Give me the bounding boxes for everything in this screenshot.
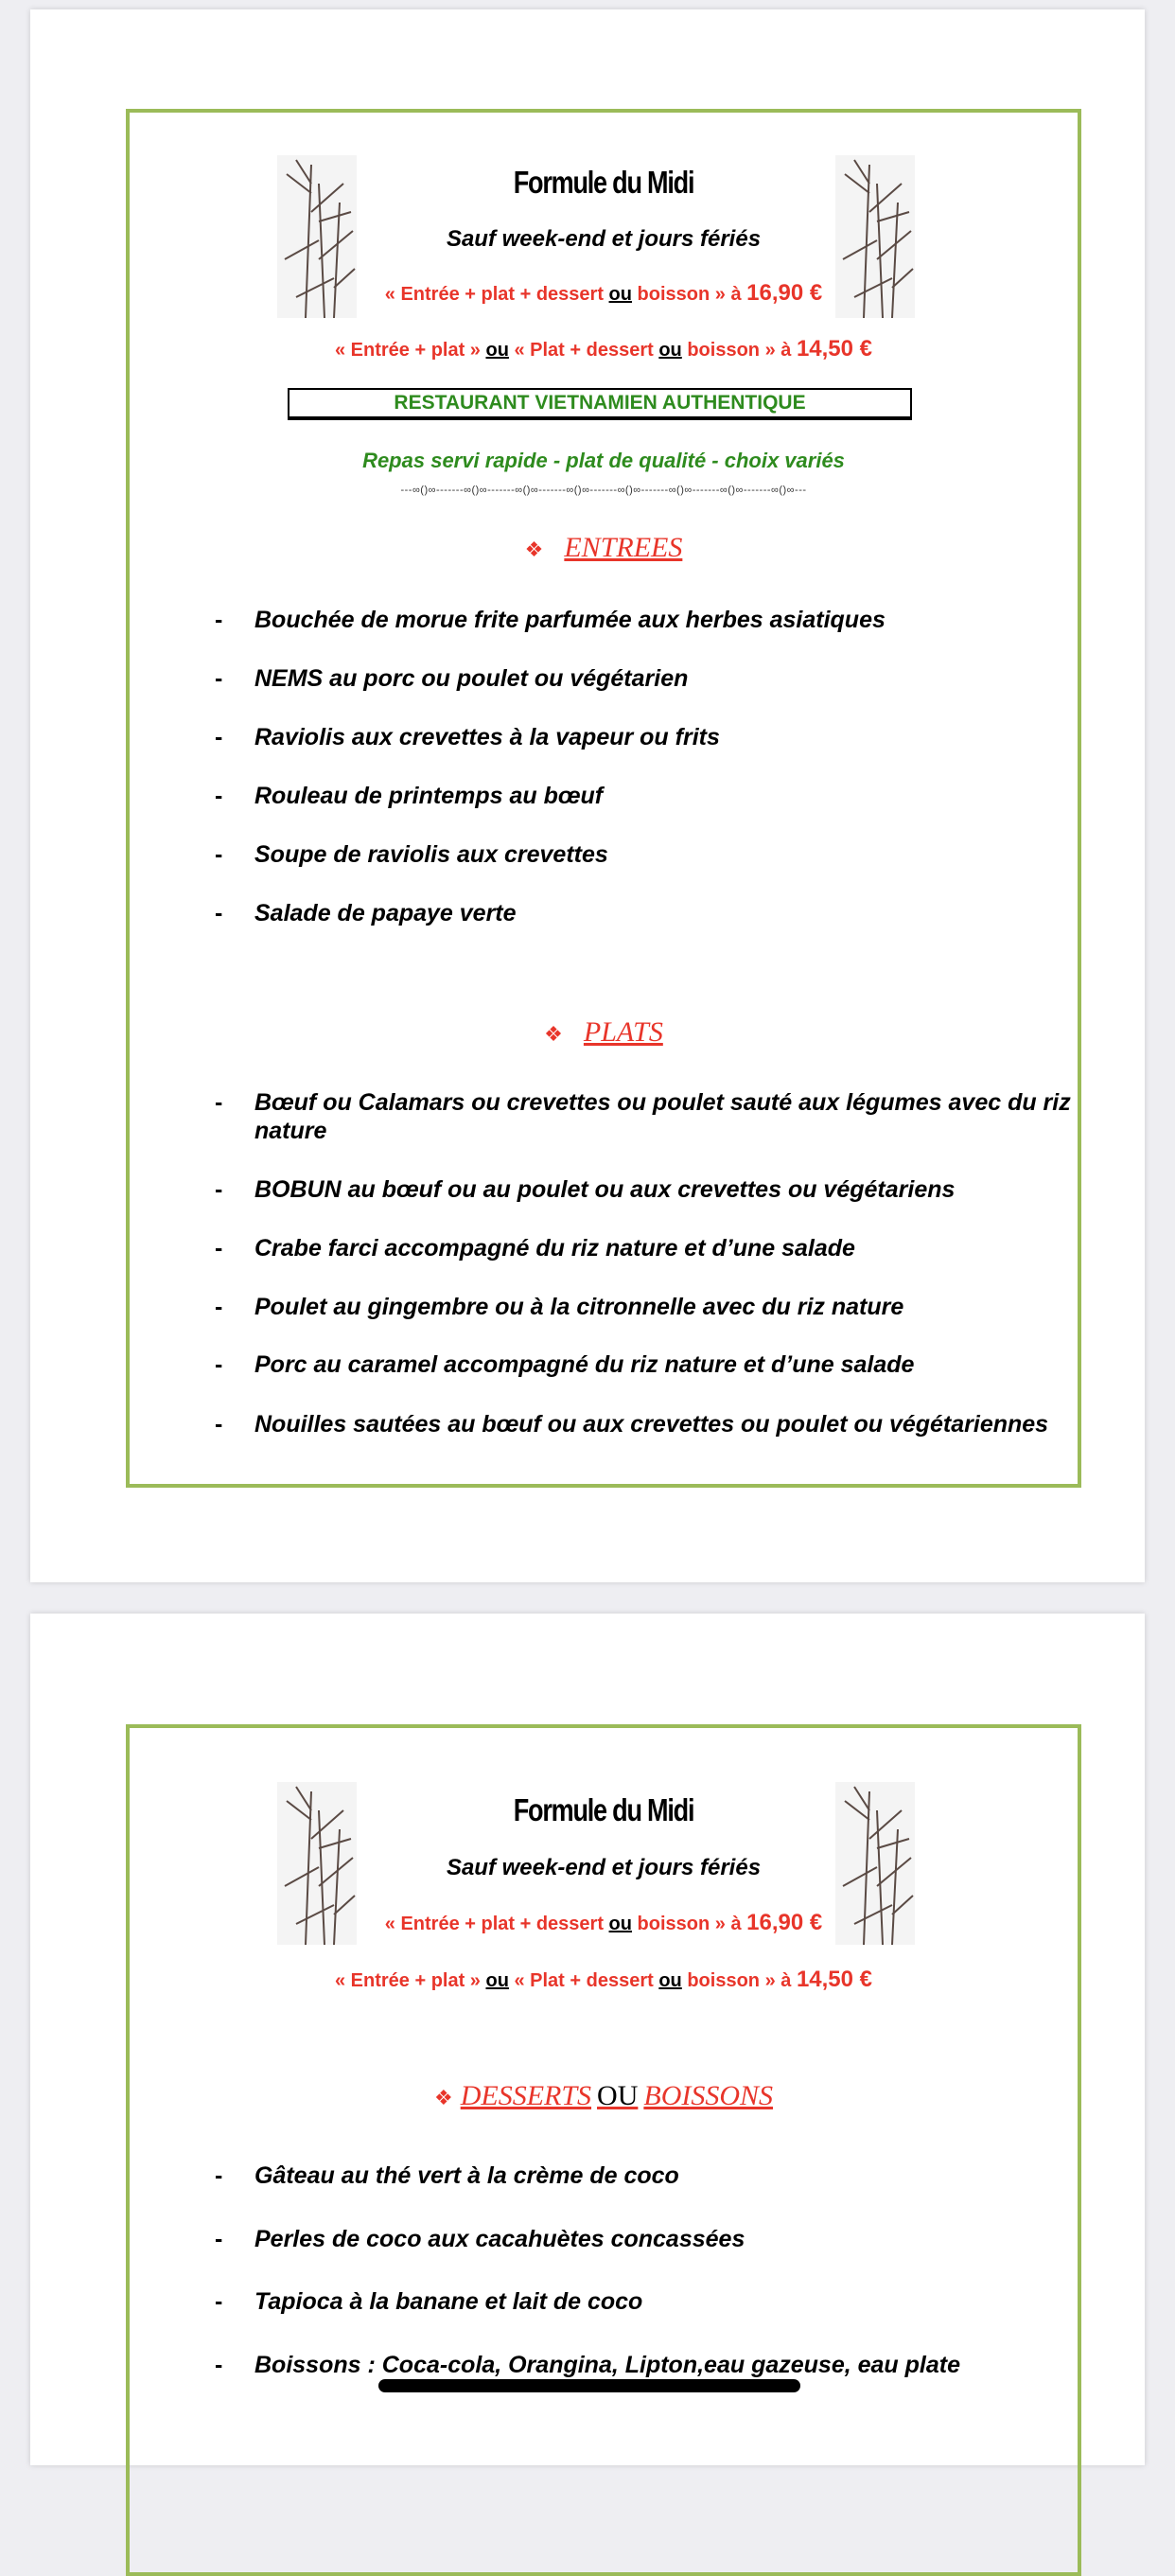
item-text: BOBUN au bœuf ou au poulet ou aux crevettes ou végétariens xyxy=(254,1176,956,1203)
price-text: « Entrée + plat » xyxy=(334,340,486,361)
bullet: - xyxy=(215,1235,223,1262)
bullet: - xyxy=(215,1294,223,1320)
section-heading-plats xyxy=(130,1016,1078,1049)
ou-text: ou xyxy=(658,340,682,361)
ou-text: ou xyxy=(485,1970,509,1991)
price-text: « Entrée + plat + dessert xyxy=(384,1914,609,1934)
bullet: - xyxy=(215,2288,223,2315)
item-text: Boissons : Coca-cola, Orangina, Lipton,eau gazeuse, eau plate xyxy=(254,2352,960,2378)
section-title: PLATS xyxy=(583,1016,663,1048)
item-text: Bœuf ou Calamars ou crevettes ou poulet sauté aux légumes avec du riz nature xyxy=(254,1089,1071,1144)
price-formula-2 xyxy=(130,1967,1078,1993)
separator: ---∞()∞-------∞()∞-------∞()∞-------∞()∞-------∞()∞-------∞()∞-------∞()∞-------∞()∞--- xyxy=(400,485,807,496)
price-text: « Entrée + plat » xyxy=(334,1970,486,1991)
ou-text: ou xyxy=(658,1970,682,1991)
price-amount: 16,90 € xyxy=(746,1910,823,1935)
menu-page-1 xyxy=(30,9,1145,1582)
section-title: ENTREES xyxy=(564,532,683,563)
price-text: boisson » à xyxy=(631,284,747,305)
diamond-bullet-icon: ❖ xyxy=(544,1022,563,1046)
bullet: - xyxy=(215,2162,223,2189)
bullet: - xyxy=(215,1089,223,1116)
price-formula-1 xyxy=(130,1910,1078,1936)
diamond-bullet-icon: ❖ xyxy=(524,538,544,561)
price-text: « Entrée + plat + dessert xyxy=(384,284,609,305)
price-amount: 14,50 € xyxy=(796,1967,873,1992)
ou-text: ou xyxy=(608,1914,632,1934)
item-text: Poulet au gingembre ou à la citronnelle avec du riz nature xyxy=(254,1294,904,1320)
price-formula-2 xyxy=(130,336,1078,362)
price-text: « Plat + dessert xyxy=(508,1970,659,1991)
price-text: boisson » à xyxy=(681,340,797,361)
section-title: DESSERTS xyxy=(460,2080,592,2111)
price-text: « Plat + dessert xyxy=(508,340,659,361)
bullet: - xyxy=(215,900,223,926)
menu-page-2 xyxy=(30,1614,1145,2465)
price-text: boisson » à xyxy=(681,1970,797,1991)
slogan: Repas servi rapide - plat de qualité - choix variés xyxy=(362,449,845,472)
menu-title: Formule du Midi xyxy=(513,165,694,200)
item-text: Gâteau au thé vert à la crème de coco xyxy=(254,2162,679,2189)
bullet: - xyxy=(215,724,223,750)
bullet: - xyxy=(215,1176,223,1203)
item-text: Crabe farci accompagné du riz nature et d’une salade xyxy=(254,1235,855,1262)
item-text: Tapioca à la banane et lait de coco xyxy=(254,2288,643,2315)
bullet: - xyxy=(215,841,223,868)
item-text: Soupe de raviolis aux crevettes xyxy=(254,841,608,868)
item-text: Bouchée de morue frite parfumée aux herbes asiatiques xyxy=(254,607,886,633)
price-amount: 16,90 € xyxy=(746,280,823,306)
menu-border xyxy=(126,1724,1081,2576)
bullet: - xyxy=(215,2352,223,2378)
bullet: - xyxy=(215,2226,223,2252)
price-text: boisson » à xyxy=(631,1914,747,1934)
bullet: - xyxy=(215,1411,223,1438)
menu-border xyxy=(126,109,1081,1488)
bullet: - xyxy=(215,665,223,692)
section-heading-entrees xyxy=(130,532,1078,564)
diamond-bullet-icon: ❖ xyxy=(433,2086,453,2109)
menu-subtitle: Sauf week-end et jours fériés xyxy=(446,1855,762,1880)
restaurant-banner: RESTAURANT VIETNAMIEN AUTHENTIQUE xyxy=(288,388,912,420)
bullet: - xyxy=(215,783,223,809)
item-text: Rouleau de printemps au bœuf xyxy=(254,783,604,809)
home-indicator[interactable] xyxy=(378,2379,800,2392)
menu-title: Formule du Midi xyxy=(513,1792,694,1827)
item-text: Salade de papaye verte xyxy=(254,900,517,926)
price-amount: 14,50 € xyxy=(796,336,873,362)
item-text: NEMS au porc ou poulet ou végétarien xyxy=(254,665,689,692)
item-text: Raviolis aux crevettes à la vapeur ou frits xyxy=(254,724,720,750)
bullet: - xyxy=(215,1351,223,1378)
item-text: Perles de coco aux cacahuètes concassées xyxy=(254,2226,745,2252)
section-heading-desserts xyxy=(130,2080,1078,2112)
section-title: BOISSONS xyxy=(643,2080,774,2111)
section-title-ou: OU xyxy=(597,2080,639,2111)
price-formula-1 xyxy=(130,280,1078,307)
ou-text: ou xyxy=(485,340,509,361)
item-text: Nouilles sautées au bœuf ou aux crevettes ou poulet ou végétariennes xyxy=(254,1411,1049,1438)
ou-text: ou xyxy=(608,284,632,305)
bullet: - xyxy=(215,607,223,633)
item-text: Porc au caramel accompagné du riz nature et d’une salade xyxy=(254,1351,915,1378)
menu-subtitle: Sauf week-end et jours fériés xyxy=(446,226,762,252)
